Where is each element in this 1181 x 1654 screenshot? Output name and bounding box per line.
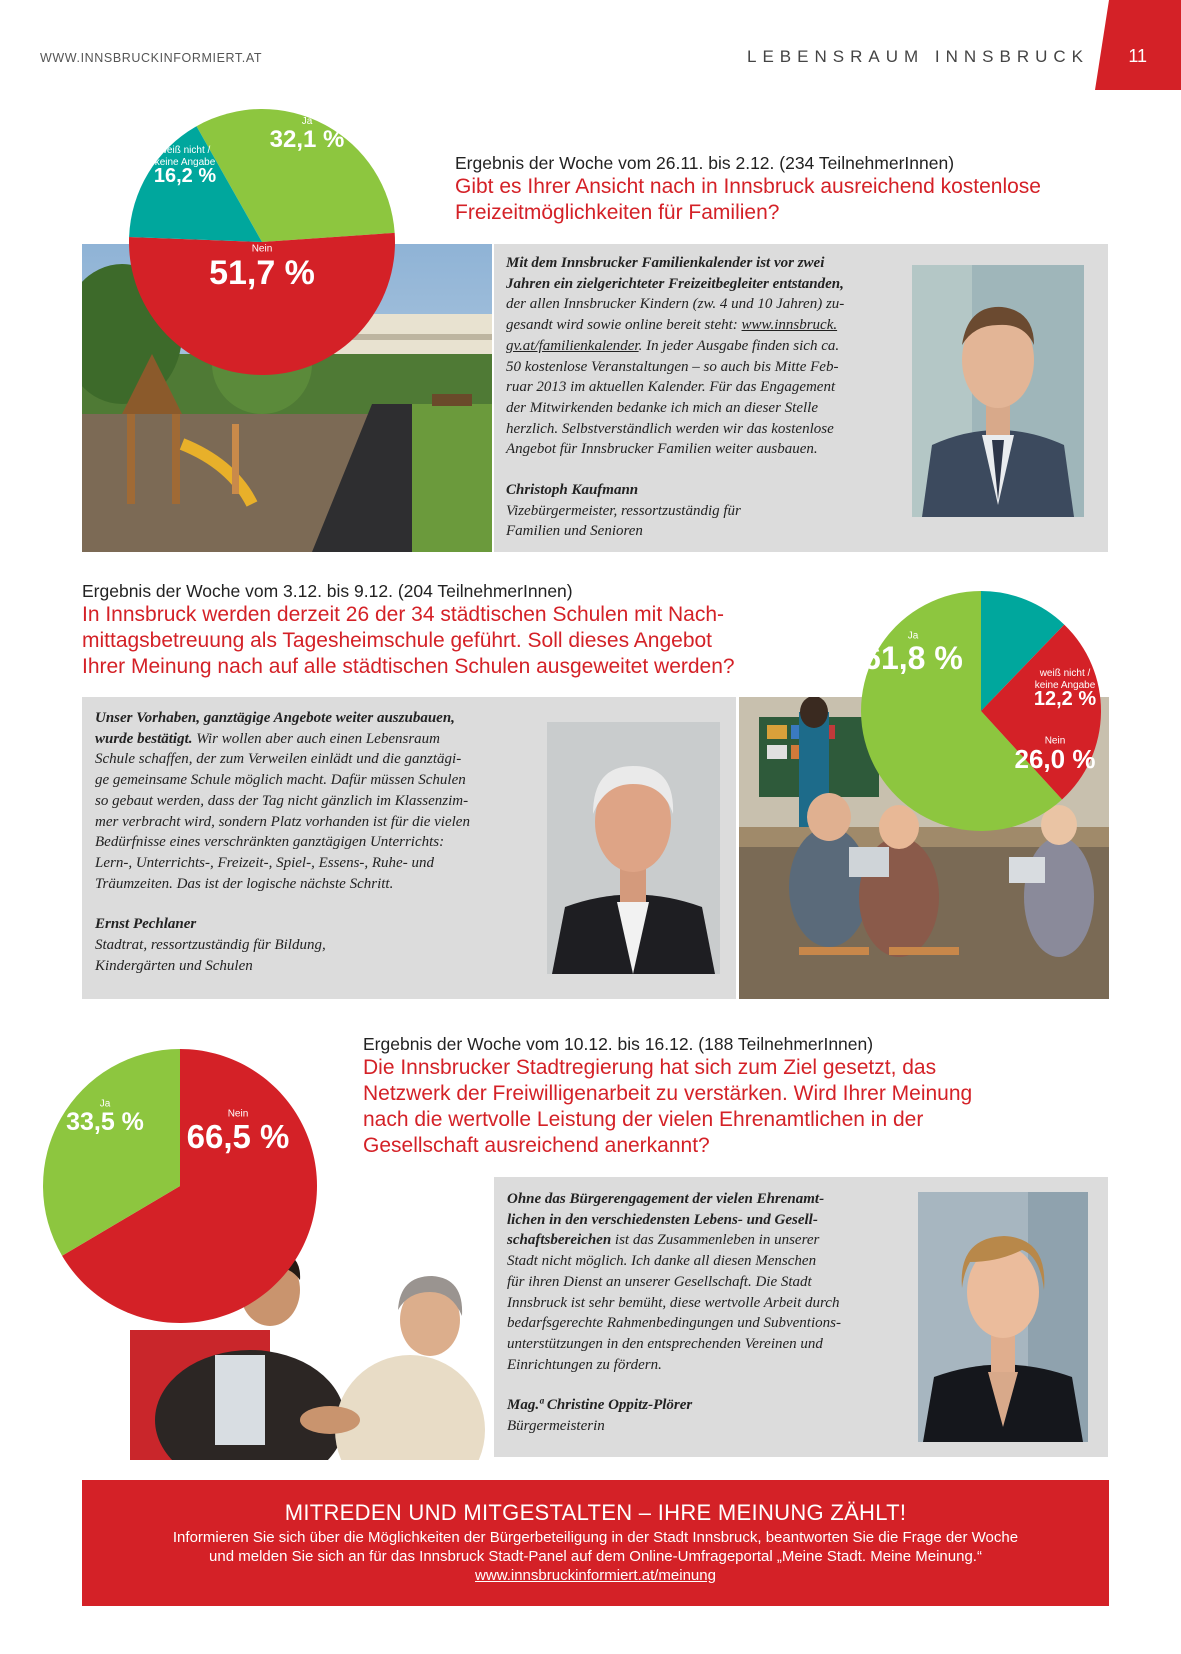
quote-1-text: Mit dem Innsbrucker Familienkalender ist vor zwei Jahren ein zielgerichteter Freizeitbegleiter entstanden, der allen Innsbrucker Kindern (zw. 4 und 10 Jahren) zu- gesandt wird sowie online bereit steht: www.innsbruck. gv.at/familienkalender. In jeder Ausgabe finden sich ca. 50 kostenlose Veranstaltungen – so auch bis Mitte Feb- ruar 2013 im aktuellen Kalender. Für das Engagement der Mitwirkenden bedanke ich mich an dieser Stelle herzlich. Selbstverständlich werden wir das kostenlose Angebot für Innsbrucker Familien weiter ausbauen. Christoph Kaufmann Vizebürgermeister, ressortzuständig für Familien und Senioren	[506, 253, 896, 542]
survey-question: Die Innsbrucker Stadtregierung hat sich zum Ziel gesetzt, das Netzwerk der Freiwilligenarbeit zu verstärken. Wird Ihrer Meinung nach die wertvolle Leistung der vielen Ehrenamtlichen in der Gesellschaft ausreichend anerkannt?	[363, 1056, 973, 1157]
survey-3-question	[363, 1033, 1063, 1159]
quote-author: Ernst Pechlaner	[95, 916, 197, 933]
pie-chart-survey-2	[858, 588, 1118, 848]
pie-category-label: Ja	[301, 116, 313, 128]
author-role: Bürgermeisterin	[507, 1418, 605, 1435]
pie-category-label: Nein	[1044, 735, 1066, 747]
author-role: Kindergärten und Schulen	[95, 957, 253, 974]
quote-author: Mag.ª Christine Oppitz-Plörer	[507, 1397, 693, 1414]
author-role: Familien und Senioren	[506, 523, 643, 540]
pie-value-label: 32,1 %	[269, 126, 345, 153]
portrait-pechlaner	[547, 722, 720, 974]
survey-meta: Ergebnis der Woche vom 3.12. bis 9.12. (204 TeilnehmerInnen)	[82, 581, 573, 601]
page-number-tab	[1095, 0, 1181, 90]
quote-3-text: Ohne das Bürgerengagement der vielen Ehrenamt- lichen in den verschiedensten Lebens- und Gesell- schaftsbereichen ist das Zusammenleben in unserer Stadt nicht möglich. Ich danke all diesen Menschen für ihren Dienst an unserer Gesellschaft. Die Stadt Innsbruck ist sehr bemüht, diese wertvolle Arbeit durch bedarfsgerechte Rahmenbedingungen und Subventions- unterstützungen in den entsprechenden Vereinen und Einrichtungen zu fördern. Mag.ª Christine Oppitz-Plörer Bürgermeisterin	[507, 1189, 907, 1437]
survey-question: Gibt es Ihrer Ansicht nach in Innsbruck ausreichend kostenlose Freizeitmöglichkeiten für Familien?	[455, 175, 1041, 224]
page-number: 11	[1128, 46, 1147, 66]
familienkalender-link[interactable]: www.innsbruck.	[741, 317, 838, 334]
portrait-kaufmann	[912, 265, 1084, 517]
pie-category-label: keine Angabe	[154, 157, 216, 168]
survey-meta: Ergebnis der Woche vom 10.12. bis 16.12. (188 TeilnehmerInnen)	[363, 1034, 874, 1054]
header-url: WWW.INNSBRUCKINFORMIERT.AT	[40, 51, 263, 65]
meinung-link[interactable]: www.innsbruckinformiert.at/meinung	[475, 1567, 716, 1584]
author-role: Stadtrat, ressortzuständig für Bildung,	[95, 937, 326, 954]
pie-category-label: weiß nicht /	[159, 145, 211, 156]
pie-category-label: weiß nicht /	[1039, 668, 1091, 679]
cta-text: Informieren Sie sich über die Möglichkeiten der Bürgerbeteiligung in der Stadt Innsbruck, beantworten Sie die Frage der Woche und melden Sie sich an für das Innsbruck Stadt-Panel auf dem Online-Umfrageportal „Meine Stadt. Meine Meinung.“	[172, 1529, 1019, 1565]
pie-value-label: 26,0 %	[1014, 744, 1096, 774]
pie-category-label: keine Angabe	[1034, 680, 1096, 691]
pie-chart-survey-1	[130, 100, 430, 400]
survey-1-question	[455, 152, 1095, 226]
pie-category-label: Ja	[99, 1098, 111, 1110]
survey-2-question	[82, 580, 802, 680]
quote-author: Christoph Kaufmann	[506, 482, 639, 499]
pie-value-label: 66,5 %	[186, 1118, 290, 1155]
pie-value-label: 16,2 %	[153, 165, 217, 187]
portrait-oppitz-ploerer	[918, 1192, 1088, 1442]
familienkalender-link-cont[interactable]: gv.at/familienkalender	[506, 337, 639, 354]
call-to-action-box	[82, 1480, 1109, 1606]
pie-category-label: Nein	[227, 1108, 249, 1120]
pie-value-label: 51,7 %	[209, 254, 315, 292]
pie-category-label: Nein	[251, 243, 273, 255]
section-title: LEBENSRAUM INNSBRUCK	[747, 47, 1089, 66]
survey-question: In Innsbruck werden derzeit 26 der 34 städtischen Schulen mit Nach- mittagsbetreuung als Tagesheimschule geführt. Soll dieses Angebot Ihrer Meinung nach auf alle städtischen Schulen ausgeweitet werden?	[82, 603, 735, 678]
pie-chart-survey-3	[40, 1048, 330, 1338]
pie-category-label: Ja	[907, 630, 919, 642]
survey-meta: Ergebnis der Woche vom 26.11. bis 2.12. (234 TeilnehmerInnen)	[455, 153, 955, 173]
pie-value-label: 33,5 %	[66, 1108, 144, 1136]
pie-value-label: 61,8 %	[863, 640, 963, 676]
cta-title: MITREDEN UND MITGESTALTEN – IHRE MEINUNG ZÄHLT!	[284, 1500, 907, 1525]
quote-2-text: Unser Vorhaben, ganztägige Angebote weiter auszubauen, wurde bestätigt. Wir wollen aber auch einen Lebensraum Schule schaffen, der zum Verweilen einlädt und die ganztägi- ge gemeinsame Schule möglich macht. Dafür müssen Schulen so gebaut werden, dass der Tag nicht gänzlich im Klassenzim- mer verbracht wird, sondern Platz vorhanden ist für die vielen Bedürfnisse eines verschränkten ganztägigen Unterrichts: Lern-, Unterrichts-, Freizeit-, Spiel-, Essens-, Ruhe- und Träumzeiten. Das ist der logische nächste Schritt. Ernst Pechlaner Stadtrat, ressortzuständig für Bildung, Kindergärten und Schulen	[95, 708, 535, 976]
pie-value-label: 12,2 %	[1033, 688, 1097, 710]
author-role: Vizebürgermeister, ressortzuständig für	[506, 502, 741, 519]
